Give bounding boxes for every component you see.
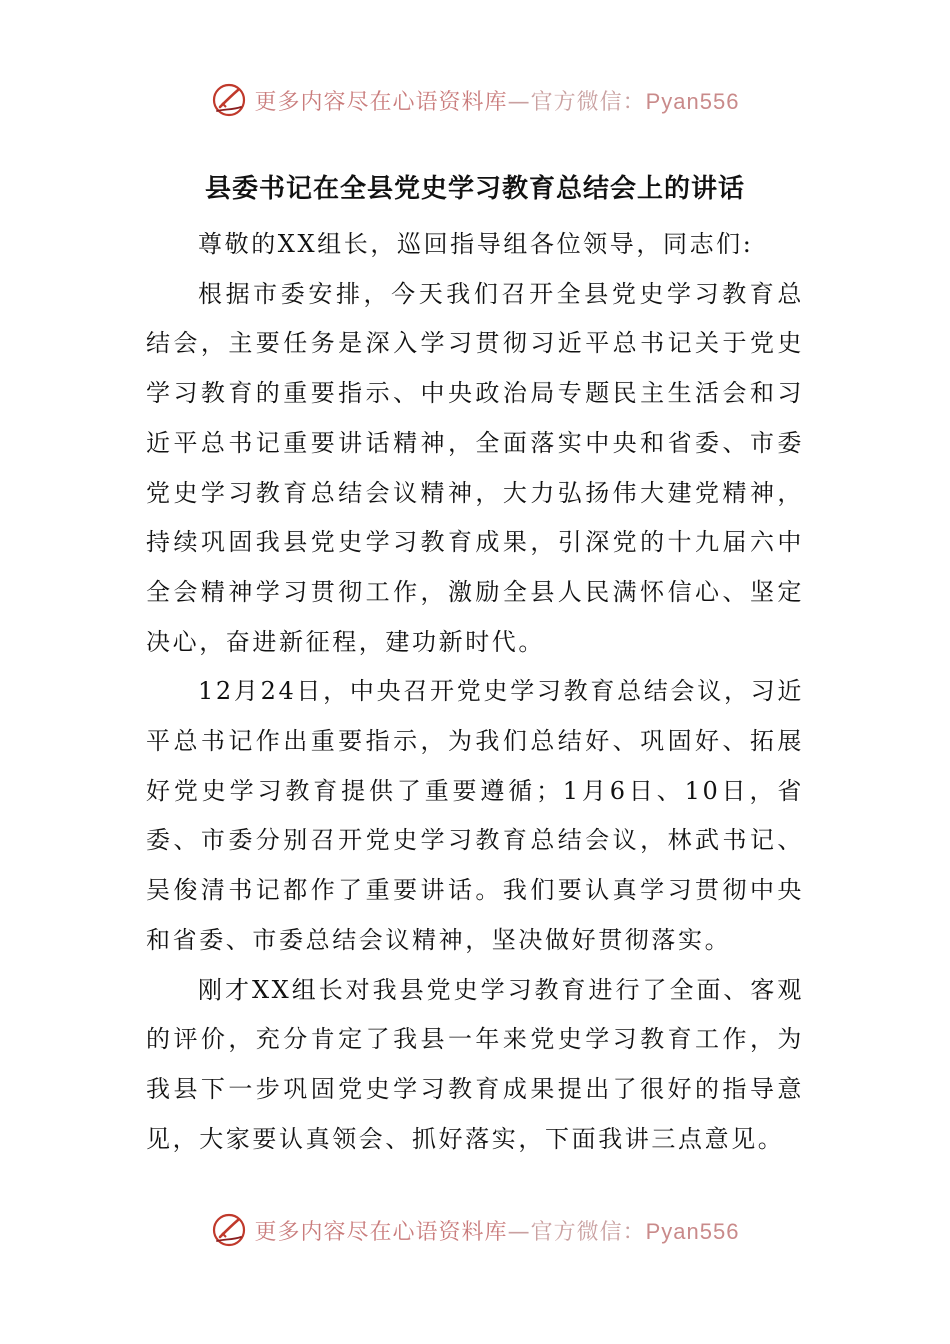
body-paragraph: 12月24日，中央召开党史学习教育总结会议，习近平总书记作出重要指示，为我们总结好、巩固好、拓展好党史学习教育提供了重要遵循；1月6日、10日，省委、市委分别召开党史学习教育总结会议，林武书记、吴俊清书记都作了重要讲话。我们要认真学习贯彻中央和省委、市委总结会议精神，坚决做好贯彻落实。: [146, 677, 804, 954]
watermark-wechat-label: 官方微信：: [530, 89, 646, 115]
watermark-header: [0, 78, 950, 122]
watermark-dash: —: [507, 89, 531, 115]
watermark-wechat-id: Pyan556: [645, 88, 740, 114]
salutation-paragraph: 尊敬的XX组长，巡回指导组各位领导，同志们:: [198, 230, 754, 258]
document-title: 县委书记在全县党史学习教育总结会上的讲话: [204, 174, 745, 204]
watermark-text: [255, 85, 740, 116]
watermark-dash: —: [507, 1219, 531, 1245]
watermark-text: [255, 1215, 740, 1246]
body-paragraph: 根据市委安排，今天我们召开全县党史学习教育总结会，主要任务是深入学习贯彻习近平总书记关于党史学习教育的重要指示、中央政治局专题民主生活会和习近平总书记重要讲话精神，全面落实中央和省委、市委党史学习教育总结会议精神，大力弘扬伟大建党精神，持续巩固我县党史学习教育成果，引深党的十九届六中全会精神学习贯彻工作，激励全县人民满怀信心、坚定决心，奋进新征程，建功新时代。: [146, 279, 804, 656]
watermark-brand: 更多内容尽在心语资料库: [254, 1219, 508, 1245]
watermark-footer: [0, 1208, 950, 1252]
document-body: [146, 220, 804, 1164]
watermark-brand: 更多内容尽在心语资料库: [254, 89, 508, 115]
pen-logo-icon: [211, 82, 247, 118]
pen-logo-icon: [211, 1212, 247, 1248]
watermark-wechat-label: 官方微信：: [530, 1219, 646, 1245]
watermark-wechat-id: Pyan556: [645, 1218, 740, 1244]
body-paragraph: 刚才XX组长对我县党史学习教育进行了全面、客观的评价，充分肯定了我县一年来党史学习教育工作，为我县下一步巩固党史学习教育成果提出了很好的指导意见，大家要认真领会、抓好落实，下面我讲三点意见。: [146, 975, 804, 1153]
